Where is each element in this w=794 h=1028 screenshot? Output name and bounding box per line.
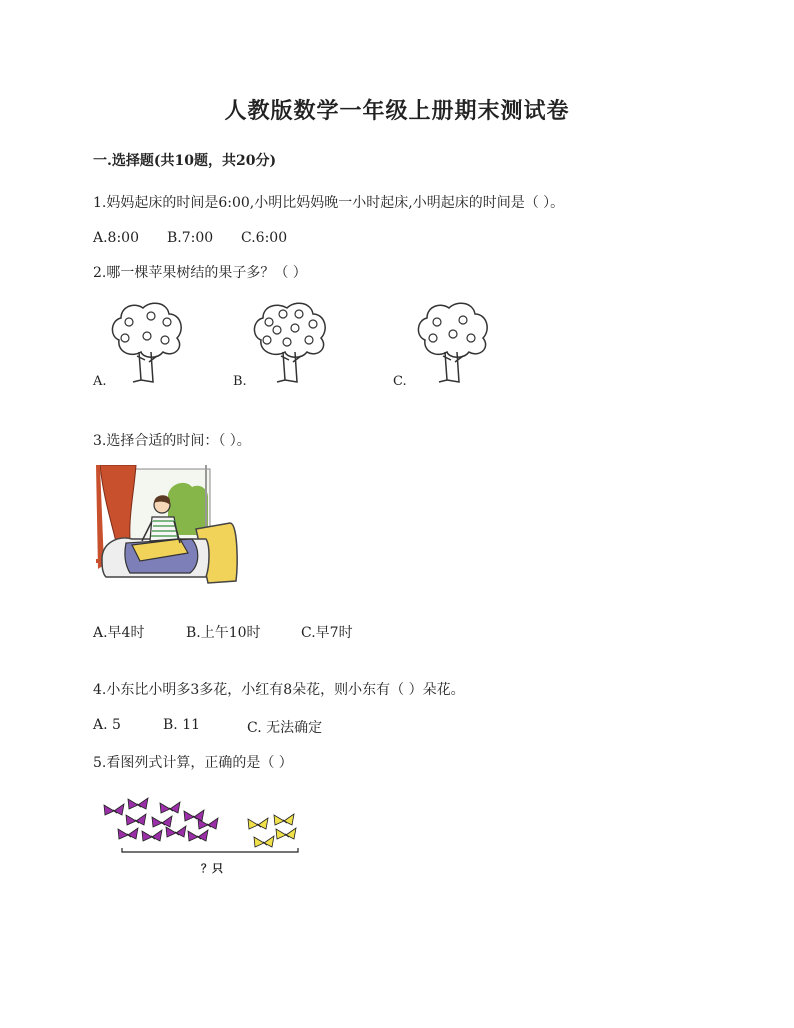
q1-option-c[interactable]: C.6:00 [241, 230, 288, 246]
butterflies-figure [100, 795, 306, 857]
purple-butterflies-group [104, 798, 218, 841]
question-2: 2.哪一棵苹果树结的果子多？（ ） [93, 265, 307, 281]
q4-option-c[interactable]: C. 无法确定 [247, 720, 323, 736]
question-3: 3.选择合适的时间：（ ）。 [93, 433, 251, 449]
q3-option-a[interactable]: A.早4时 [93, 625, 145, 641]
q1-option-b[interactable]: B.7:00 [167, 230, 214, 246]
q2-option-c[interactable] [393, 300, 523, 390]
question-1: 1.妈妈起床的时间是6:00,小明比妈妈晚一小时起床,小明起床的时间是（ ）。 [93, 195, 565, 211]
q4-option-a[interactable]: A. 5 [93, 717, 121, 733]
apple-tree-c-icon [413, 300, 493, 384]
apple-tree-b-icon [249, 300, 331, 384]
q2-option-b-label: B. [233, 374, 247, 389]
q2-option-a[interactable] [93, 300, 223, 390]
q3-option-c[interactable]: C.早7时 [301, 625, 353, 641]
apple-tree-a-icon [107, 300, 187, 384]
q2-option-a-label: A. [93, 374, 107, 389]
q3-option-b[interactable]: B.上午10时 [186, 625, 261, 641]
question-5: 5.看图列式计算，正确的是（ ） [93, 755, 293, 771]
question-4: 4.小东比小明多3多花，小红有8朵花，则小东有（ ）朵花。 [93, 682, 465, 698]
q1-option-a[interactable]: A.8:00 [93, 230, 139, 246]
boy-making-bed-image [96, 465, 242, 587]
q2-option-b[interactable] [233, 300, 363, 390]
section-heading: 一.选择题(共10题，共20分) [93, 153, 277, 169]
q2-option-c-label: C. [393, 374, 407, 389]
yellow-butterflies-group [248, 814, 296, 847]
page-title: 人教版数学一年级上册期末测试卷 [224, 98, 570, 124]
q4-option-b[interactable]: B. 11 [163, 717, 201, 733]
figure-question-label: ？只 [201, 862, 223, 875]
